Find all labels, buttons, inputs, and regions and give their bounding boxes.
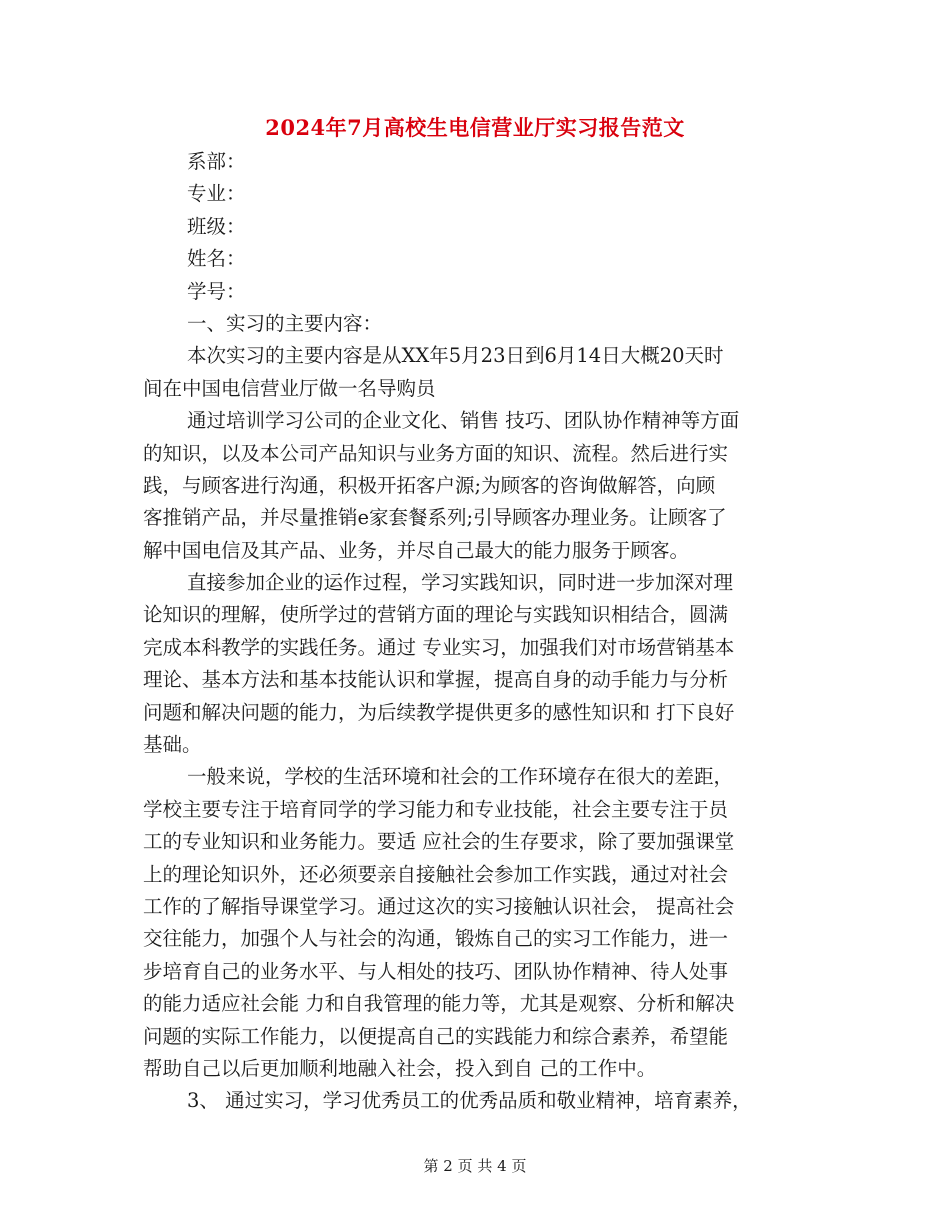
paragraph-line: 解中国电信及其产品、业务，并尽自己最大的能力服务于顾客。 [143,538,690,562]
paragraph-line: 工作的了解指导课堂学习。通过这次的实习接触认识社会， 提高社会 [143,894,735,918]
document-body [143,146,807,1118]
paragraph-line: 交往能力，加强个人与社会的沟通，锻炼自己的实习工作能力，进一 [143,927,729,951]
paragraph-line: 的知识，以及本公司产品知识与业务方面的知识、流程。然后进行实 [143,441,729,465]
paragraph-line: 直接参加企业的运作过程，学习实践知识，同时进一步加深对理 [187,571,734,595]
paragraph-line: 3、 通过实习，学习优秀员工的优秀品质和敬业精神，培育素养， [187,1089,752,1113]
paragraph-line: 帮助自己以后更加顺利地融入社会，投入到自 己的工作中。 [143,1056,657,1080]
paragraph-line: 通过培训学习公司的企业文化、销售 技巧、团队协作精神等方面 [187,409,740,433]
paragraph-line: 基础。 [143,733,202,757]
paragraph-line: 一般来说，学校的生活环境和社会的工作环境存在很大的差距， [187,765,734,789]
paragraph-line: 本次实习的主要内容是从XX年5月23日到6月14日大概20天时 [187,344,724,368]
field-student-id: 学号： [187,279,246,303]
paragraph-line: 理论、基本方法和基本技能认识和掌握，提高自身的动手能力与分析 [143,668,729,692]
paragraph-line: 问题和解决问题的能力，为后续教学提供更多的感性知识和 打下良好 [143,700,735,724]
section-heading: 一、实习的主要内容： [187,311,383,335]
page-number-footer: 第 2 页 共 4 页 [423,1157,527,1175]
paragraph-line: 客推销产品，并尽量推销e家套餐系列;引导顾客办理业务。让顾客了 [143,506,727,530]
paragraph-line: 步培育自己的业务水平、与人相处的技巧、团队协作精神、待人处事 [143,959,729,983]
paragraph-3 [143,567,807,761]
field-department: 系部： [187,150,246,173]
field-major: 专业： [187,182,246,206]
paragraph-5 [143,1085,807,1117]
document-title: 2024年7月高校生电信营业厅实习报告范文 [265,115,685,140]
field-class: 班级： [187,214,246,238]
paragraph-1 [143,340,807,405]
paragraph-line: 践，与顾客进行沟通，积极开拓客户源;为顾客的咨询做解答，向顾 [143,473,716,497]
paragraph-line: 上的理论知识外，还必须要亲自接触社会参加工作实践，通过对社会 [143,862,729,886]
paragraph-line: 的能力适应社会能 力和自我管理的能力等，尤其是观察、分析和解决 [143,992,735,1016]
paragraph-4 [143,761,807,1085]
paragraph-line: 学校主要专注于培育同学的学习能力和专业技能，社会主要专注于员 [143,797,729,821]
paragraph-line: 完成本科教学的实践任务。通过 专业实习，加强我们对市场营销基本 [143,635,735,659]
paragraph-line: 工的专业知识和业务能力。要适 应社会的生存要求，除了要加强课堂 [143,830,735,854]
paragraph-line: 论知识的理解，使所学过的营销方面的理论与实践知识相结合，圆满 [143,603,729,627]
paragraph-line: 间在中国电信营业厅做一名导购员 [143,376,436,400]
field-name: 姓名： [187,247,246,271]
paragraph-line: 问题的实际工作能力，以便提高自己的实践能力和综合素养，希望能 [143,1024,729,1048]
paragraph-2 [143,405,807,567]
